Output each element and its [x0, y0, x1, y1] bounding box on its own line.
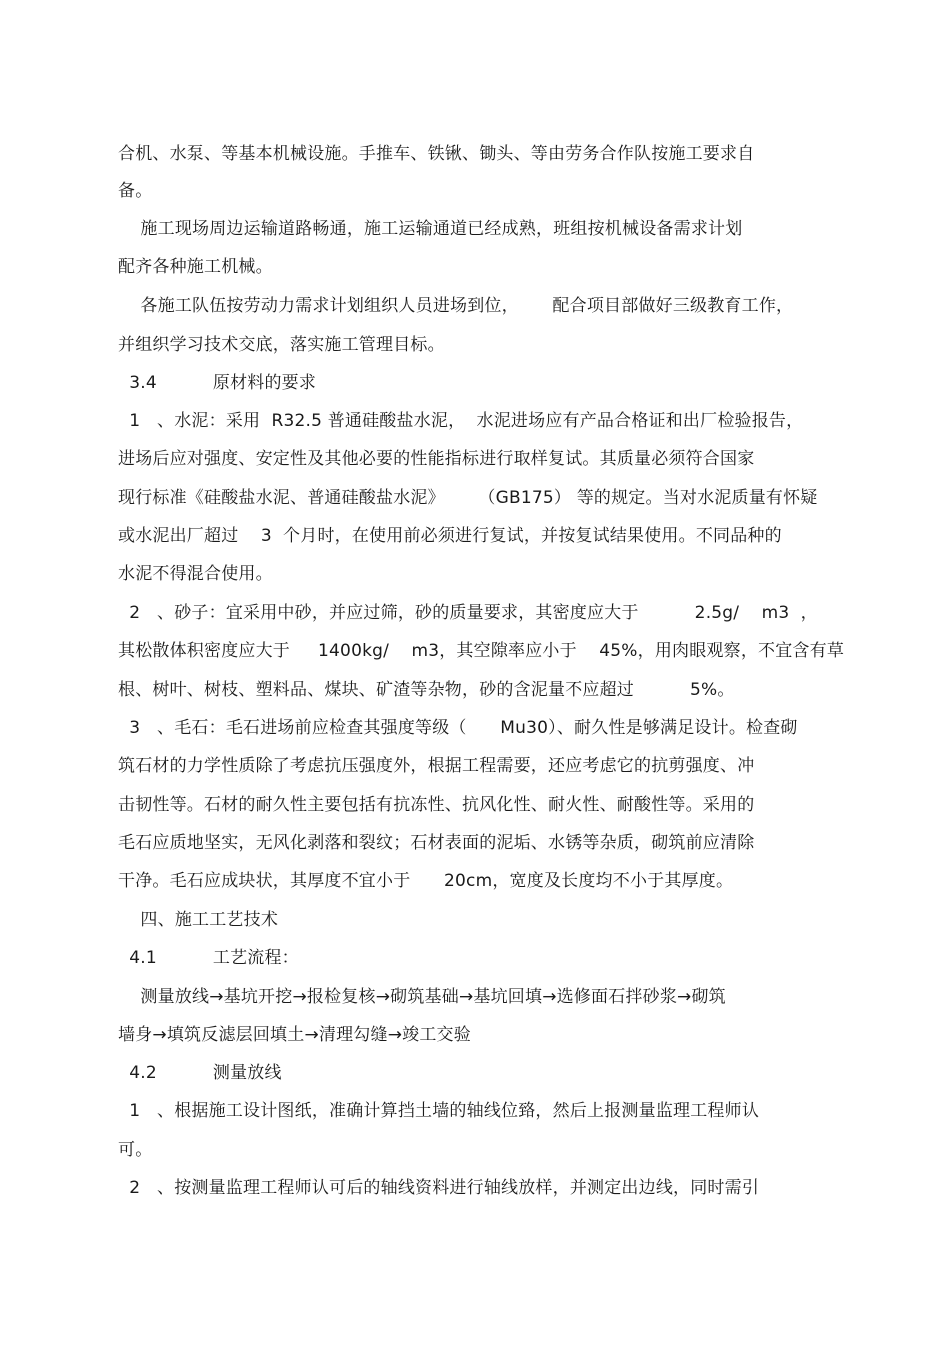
text-line: 其松散体积密度应大于 1400kg/ m3，其空隙率应小于 45%，用肉眼观察，不宜含有草 [118, 641, 845, 661]
text-line: 配齐各种施工机械。 [118, 257, 273, 277]
text-line: 合机、水泵、等基本机械设施。手推车、铁锹、锄头、等由劳务合作队按施工要求自 [118, 144, 755, 164]
section-heading: 4.1 工艺流程： [118, 948, 299, 968]
text-line: 击韧性等。石材的耐久性主要包括有抗冻性、抗风化性、耐火性、耐酸性等。采用的 [118, 795, 755, 815]
text-line: 测量放线→基坑开挖→报检复核→砌筑基础→基坑回填→选修面石拌砂浆→砌筑 [118, 987, 726, 1007]
text-line: 各施工队伍按劳动力需求计划组织人员进场到位， 配合项目部做好三级教育工作， [118, 296, 794, 316]
text-line: 墙身→填筑反滤层回填土→清理勾缝→竣工交验 [118, 1025, 471, 1045]
text-line: 毛石应质地坚实，无风化剥落和裂纹；石材表面的泥垢、水锈等杂质，砌筑前应清除 [118, 833, 755, 853]
text-line: 干净。毛石应成块状，其厚度不宜小于 20cm，宽度及长度均不小于其厚度。 [118, 871, 734, 891]
text-line: 现行标准《硅酸盐水泥、普通硅酸盐水泥》 （GB175） 等的规定。当对水泥质量有怀疑 [118, 488, 818, 508]
text-line: 进场后应对强度、安定性及其他必要的性能指标进行取样复试。其质量必须符合国家 [118, 449, 755, 469]
text-line: 施工现场周边运输道路畅通，施工运输通道已经成熟，班组按机械设备需求计划 [118, 219, 743, 239]
text-line: 根、树叶、树枝、塑料品、煤块、矿渣等杂物，砂的含泥量不应超过 5%。 [118, 680, 735, 700]
section-heading: 四、施工工艺技术 [118, 910, 279, 930]
section-heading: 4.2 测量放线 [118, 1063, 282, 1083]
text-line: 1 、水泥：采用 R32.5 普通硅酸盐水泥， 水泥进场应有产品合格证和出厂检验报告， [118, 411, 804, 431]
text-line: 1 、根据施工设计图纸，准确计算挡土墙的轴线位臵，然后上报测量监理工程师认 [118, 1101, 760, 1121]
text-line: 水泥不得混合使用。 [118, 564, 273, 584]
text-line: 可。 [118, 1140, 153, 1160]
text-line: 筑石材的力学性质除了考虑抗压强度外，根据工程需要，还应考虑它的抗剪强度、冲 [118, 756, 755, 776]
text-line: 2 、砂子：宜采用中砂，并应过筛，砂的质量要求，其密度应大于 2.5g/ m3 ， [118, 603, 818, 623]
text-line: 2 、按测量监理工程师认可后的轴线资料进行轴线放样，并测定出边线，同时需引 [118, 1178, 760, 1198]
section-heading: 3.4 原材料的要求 [118, 373, 317, 393]
text-line: 或水泥出厂超过 3 个月时，在使用前必须进行复试，并按复试结果使用。不同品种的 [118, 526, 782, 546]
text-line: 备。 [118, 181, 153, 201]
text-line: 3 、毛石：毛石进场前应检查其强度等级（ Mu30）、耐久性是够满足设计。检查砌 [118, 718, 798, 738]
text-line: 并组织学习技术交底，落实施工管理目标。 [118, 335, 445, 355]
